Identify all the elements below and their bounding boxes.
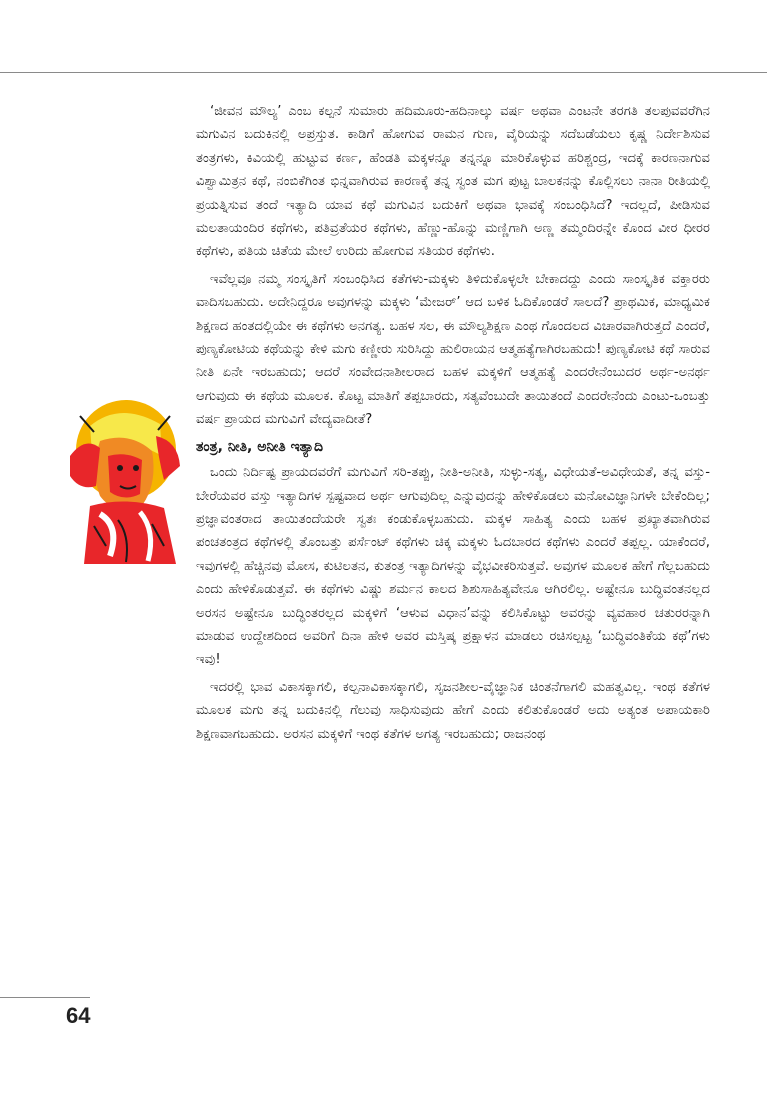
paragraph: ಒಂದು ನಿರ್ದಿಷ್ಟ ಪ್ರಾಯದವರೆಗೆ ಮಗುವಿಗೆ ಸರಿ-ತಪ್ಪು, ನೀತಿ-ಅನೀತಿ, ಸುಳ್ಳು-ಸತ್ಯ, ವಿಧೇಯತೆ-ಅವಿಧೇಯತೆ, ತನ್ನ ವಸ್ತು- ಬೇರೆಯವರ ವಸ್ತು ಇತ್ಯಾದಿಗಳ ಸ್ಪಷ್ಟವಾದ ಅರ್ಥ ಆಗುವುದಿಲ್ಲ ಎನ್ನುವುದನ್ನು ಹೇಳಿಕೊಡಲು ಮನೋವಿಜ್ಞಾನಿಗಳೇ ಬೇಕೆಂದಿಲ್ಲ; ಪ್ರಜ್ಞಾವಂತರಾದ ತಾಯಿತಂದೆಯರೇ ಸ್ವತಃ ಕಂಡುಕೊಳ್ಳಬಹುದು. ಮಕ್ಕಳ ಸಾಹಿತ್ಯ ಎಂದು ಬಹಳ ಪ್ರಖ್ಯಾತವಾಗಿರುವ ಪಂಚತಂತ್ರದ ಕಥೆಗಳಲ್ಲಿ ತೊಂಬತ್ತು ಪರ್ಸೆಂಟ್ ಕಥೆಗಳು ಚಿಕ್ಕ ಮಕ್ಕಳು ಓದಬಾರದ ಕಥೆಗಳು ಎಂದರೆ ತಪ್ಪಲ್ಲ. ಯಾಕೆಂದರೆ, ಇವುಗಳಲ್ಲಿ ಹೆಚ್ಚಿನವು ಮೋಸ, ಕುಟಿಲತನ, ಕುತಂತ್ರ ಇತ್ಯಾದಿಗಳನ್ನು ವೈಭವೀಕರಿಸುತ್ತವೆ. ಅವುಗಳ ಮೂಲಕ ಹೇಗೆ ಗೆಲ್ಲಬಹುದು ಎಂದು ಹೇಳಿಕೊಡುತ್ತವೆ. ಈ ಕಥೆಗಳು ವಿಷ್ಣು ಶರ್ಮನ ಕಾಲದ ಶಿಶುಸಾಹಿತ್ಯವೇನೂ ಆಗಿರಲಿಲ್ಲ. ಅಷ್ಟೇನೂ ಬುದ್ಧಿವಂತನಲ್ಲದ ಅರಸನ ಅಷ್ಟೇನೂ ಬುದ್ಧಿಂತರಲ್ಲದ ಮಕ್ಕಳಿಗೆ ‘ಆಳುವ ವಿಧಾನ’ವನ್ನು ಕಲಿಸಿಕೊಟ್ಟು ಅವರನ್ನು ವ್ಯವಹಾರ ಚತುರರನ್ನಾಗಿ ಮಾಡುವ ಉದ್ದೇಶದಿಂದ ಅವರಿಗೆ ದಿನಾ ಹೇಳಿ ಅವರ ಮಸ್ತಿಷ್ಕ ಪ್ರಕ್ಷಾಳನ ಮಾಡಲು ರಚಿಸಲ್ಪಟ್ಟ ‘ಬುದ್ಧಿವಂತಿಕೆಯ ಕಥೆ’ಗಳು ಇವು! xyxy=(196,465,710,668)
child-illustration xyxy=(60,396,188,566)
page-number: 64 xyxy=(66,1003,91,1028)
paragraph: ‘ಜೀವನ ಮೌಲ್ಯ’ ಎಂಬ ಕಲ್ಪನೆ ಸುಮಾರು ಹದಿಮೂರು-ಹದಿನಾಲ್ಕು ವರ್ಷ ಅಥವಾ ಎಂಟನೇ ತರಗತಿ ತಲಪುವವರೆಗಿನ ಮಗುವಿನ ಬದುಕಿನಲ್ಲಿ ಅಪ್ರಸ್ತುತ. ಕಾಡಿಗೆ ಹೋಗುವ ರಾಮನ ಗುಣ, ವೈರಿಯನ್ನು ಸದೆಬಡೆಯಲು ಕೃಷ್ಣ ನಿರ್ದೇಶಿಸುವ ತಂತ್ರಗಳು, ಕಿವಿಯಲ್ಲಿ ಹುಟ್ಟುವ ಕರ್ಣ, ಹೆಂಡತಿ ಮಕ್ಕಳನ್ನೂ ತನ್ನನ್ನೂ ಮಾರಿಕೊಳ್ಳುವ ಹರಿಶ್ಚಂದ್ರ, ಇದಕ್ಕೆ ಕಾರಣನಾಗುವ ವಿಶ್ವಾಮಿತ್ರನ ಕಥೆ, ನಂಬಿಕೆಗಿಂತ ಭಿನ್ನವಾಗಿರುವ ಕಾರಣಕ್ಕೆ ತನ್ನ ಸ್ವಂತ ಮಗ ಪುಟ್ಟ ಬಾಲಕನನ್ನು ಕೊಲ್ಲಿಸಲು ನಾನಾ ರೀತಿಯಲ್ಲಿ ಪ್ರಯತ್ನಿಸುವ ತಂದೆ ಇತ್ಯಾದಿ ಯಾವ ಕಥೆ ಮಗುವಿನ ಬದುಕಿಗೆ ಅಥವಾ ಭಾವಕ್ಕೆ ಸಂಬಂಧಿಸಿದೆ? ಇದಲ್ಲದೆ, ಪೀಡಿಸುವ ಮಲತಾಯಂದಿರ ಕಥೆಗಳು, ಪತಿವ್ರತೆಯರ ಕಥೆಗಳು, ಹೆಣ್ಣು-ಹೊನ್ನು ಮಣ್ಣಿಗಾಗಿ ಅಣ್ಣ ತಮ್ಮಂದಿರನ್ನೇ ಕೊಂದ ವೀರ ಧೀರರ ಕಥೆಗಳು, ಪತಿಯ ಚಿತೆಯ ಮೇಲೆ ಉರಿದು ಹೋಗುವ ಸತಿಯರ ಕಥೆಗಳು. xyxy=(196,104,710,260)
paragraph: ಇವೆಲ್ಲವೂ ನಮ್ಮ ಸಂಸ್ಕೃತಿಗೆ ಸಂಬಂಧಿಸಿದ ಕತೆಗಳು-ಮಕ್ಕಳು ತಿಳಿದುಕೊಳ್ಳಲೇ ಬೇಕಾದದ್ದು ಎಂದು ಸಾಂಸ್ಕೃತಿಕ ವಕ್ತಾರರು ವಾದಿಸಬಹುದು. ಅದೇನಿದ್ದರೂ ಅವುಗಳನ್ನು ಮಕ್ಕಳು ‘ಮೇಜರ್’ ಆದ ಬಳಿಕ ಓದಿಕೊಂಡರೆ ಸಾಲದೆ? ಪ್ರಾಥಮಿಕ, ಮಾಧ್ಯಮಿಕ ಶಿಕ್ಷಣದ ಹಂತದಲ್ಲಿಯೇ ಈ ಕಥೆಗಳು ಅನಗತ್ಯ. ಬಹಳ ಸಲ, ಈ ಮೌಲ್ಯಶಿಕ್ಷಣ ಎಂಥ ಗೊಂದಲದ ವಿಚಾರವಾಗಿರುತ್ತದೆ ಎಂದರೆ, ಪುಣ್ಯಕೋಟಿಯ ಕಥೆಯನ್ನು ಕೇಳಿ ಮಗು ಕಣ್ಣೀರು ಸುರಿಸಿದ್ದು ಹುಲಿರಾಯನ ಆತ್ಮಹತ್ಯೆಗಾಗಿರಬಹುದು! ಪುಣ್ಯಕೋಟಿ ಕಥೆ ಸಾರುವ ನೀತಿ ಏನೇ ಇರಬಹುದು; ಆದರೆ ಸಂವೇದನಾಶೀಲರಾದ ಬಹಳ ಮಕ್ಕಳಿಗೆ ಆತ್ಮಹತ್ಯೆ ಎಂದರೇನೆಂಬುದರ ಅರ್ಥ-ಅನರ್ಥ ಆಗುವುದು ಈ ಕಥೆಯ ಮೂಲಕ. ಕೊಟ್ಟ ಮಾತಿಗೆ ತಪ್ಪಬಾರದು, ಸತ್ಯವೆಂಬುದೇ ತಾಯಿತಂದೆ ಎಂದರೇನೆಂದು ಎಂಟು-ಒಂಬತ್ತು ವರ್ಷ ಪ್ರಾಯದ ಮಗುವಿಗೆ ವೇದ್ಯವಾದೀತೆ? xyxy=(196,271,710,428)
paragraph: ಇದರಲ್ಲಿ ಭಾವ ವಿಕಾಸಕ್ಕಾಗಲಿ, ಕಲ್ಪನಾವಿಕಾಸಕ್ಕಾಗಲಿ, ಸೃಜನಶೀಲ-ವೈಜ್ಞಾನಿಕ ಚಿಂತನೆಗಾಗಲಿ ಮಹತ್ವವಿಲ್ಲ. ಇಂಥ ಕತೆಗಳ ಮೂಲಕ ಮಗು ತನ್ನ ಬದುಕಿನಲ್ಲಿ ಗೆಲುವು ಸಾಧಿಸುವುದು ಹೇಗೆ ಎಂದು ಕಲಿತುಕೊಂಡರೆ ಅದು ಅತ್ಯಂತ ಅಪಾಯಕಾರಿ ಶಿಕ್ಷಣವಾಗಬಹುದು. ಅರಸನ ಮಕ್ಕಳಿಗೆ ಇಂಥ ಕತೆಗಳ ಅಗತ್ಯ ಇರಬಹುದು; ರಾಜನಂಥ xyxy=(196,679,710,742)
section-heading: ತಂತ್ರ, ನೀತಿ, ಅನೀತಿ ಇತ್ಯಾದಿ xyxy=(196,438,324,455)
article-body xyxy=(196,100,710,750)
footer-rule xyxy=(0,997,90,998)
header-rule xyxy=(0,72,767,73)
